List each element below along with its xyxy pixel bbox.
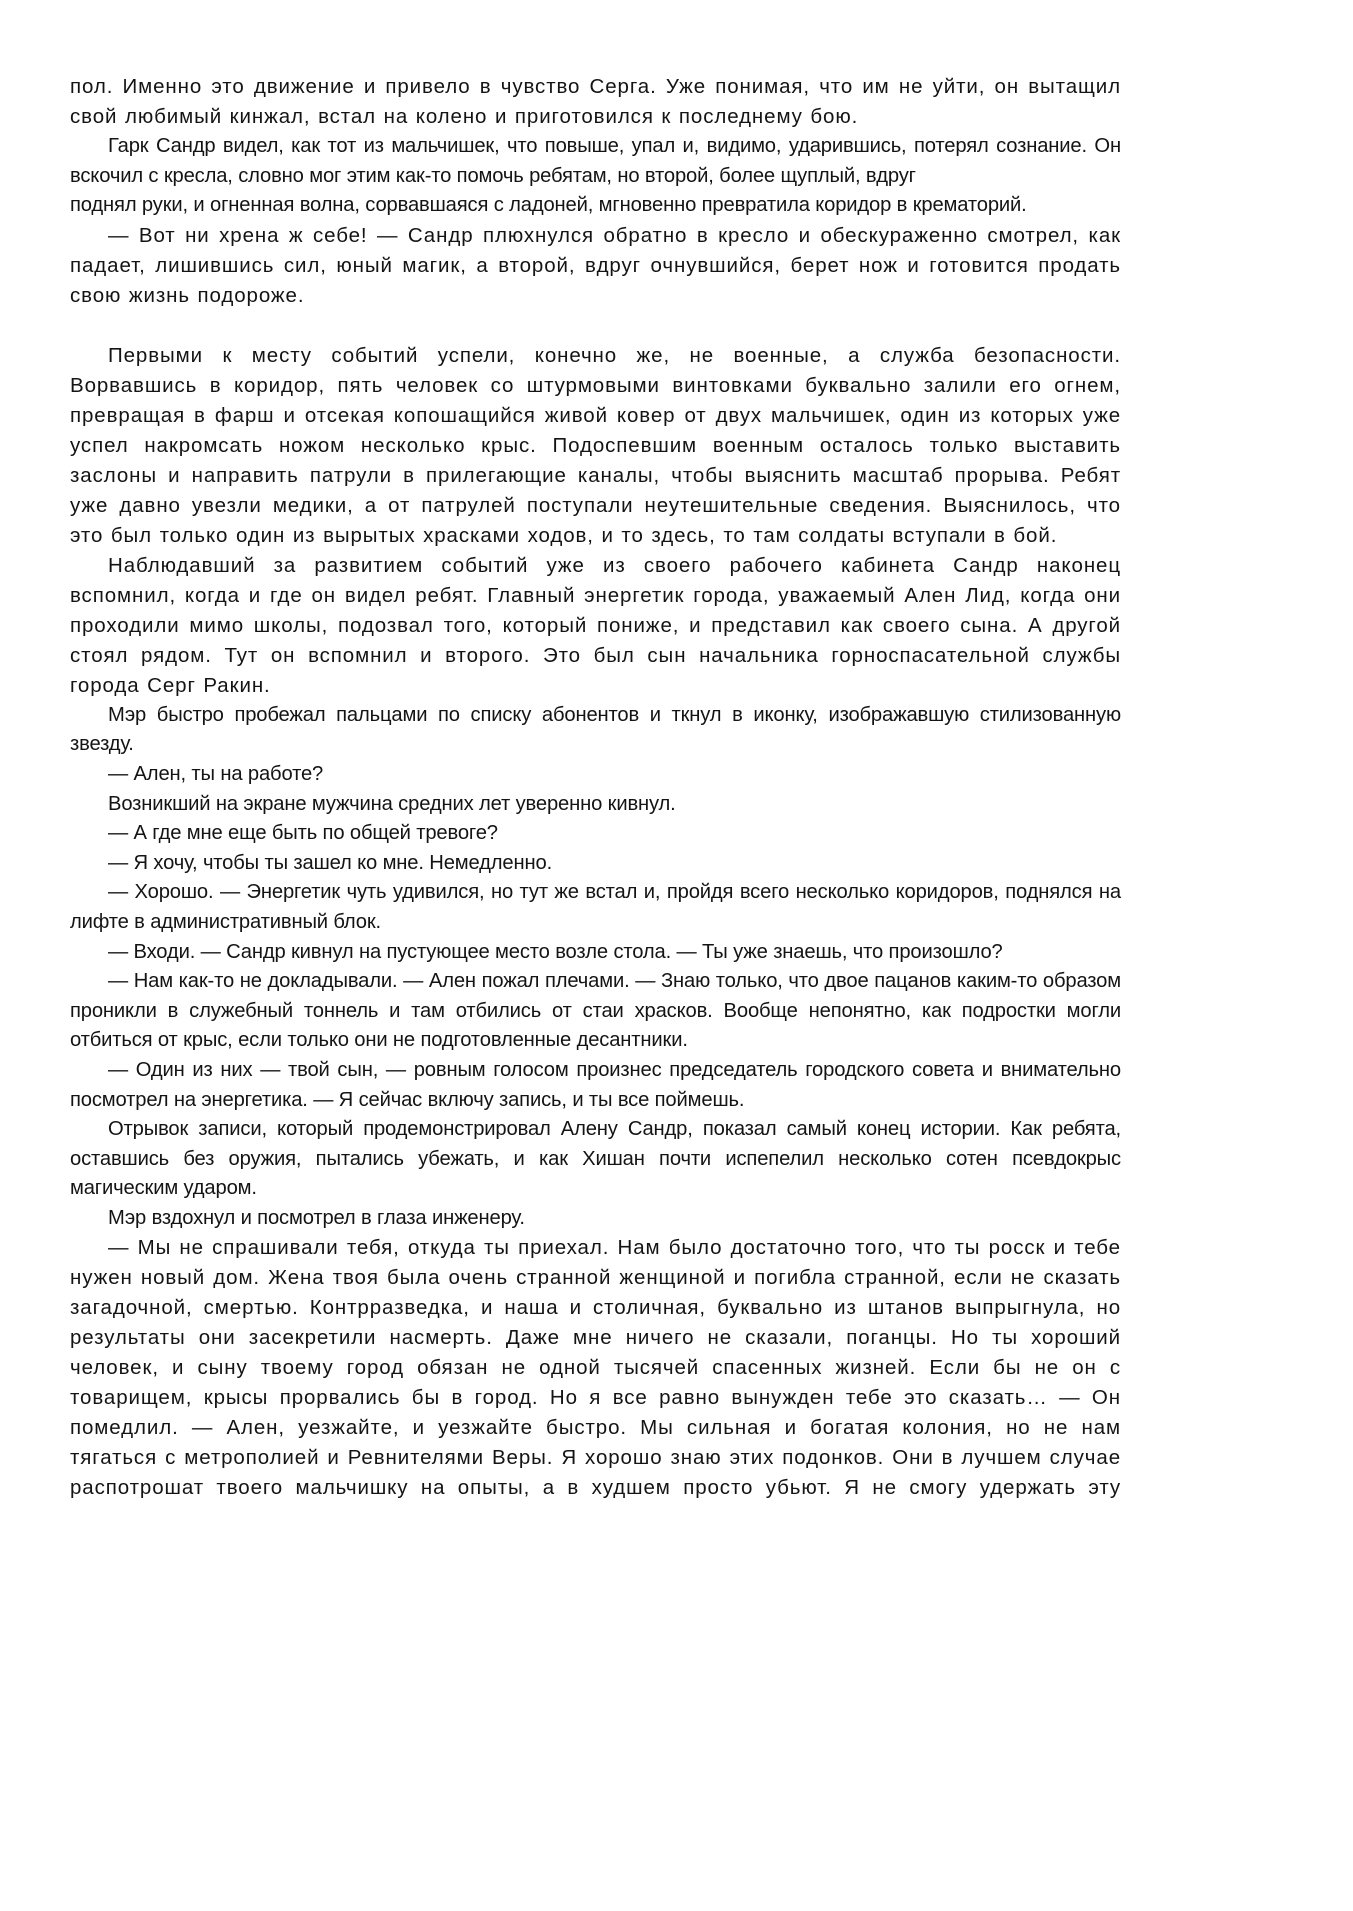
paragraph: Мэр вздохнул и посмотрел в глаза инженеру.: [108, 1206, 525, 1229]
paragraph: — Входи. — Сандр кивнул на пустующее место возле стола. — Ты уже знаешь, что произошло?: [108, 940, 1003, 963]
paragraph: Мэр быстро пробежал пальцами по списку абонентов и ткнул в иконку, изображавшую стилизованную звезду.: [70, 703, 1121, 756]
paragraph: — Я хочу, чтобы ты зашел ко мне. Немедленно.: [108, 851, 553, 874]
paragraph: Наблюдавший за развитием событий уже из своего рабочего кабинета Сандр наконец вспомнил, когда и где он видел ребят. Главный энергетик города, уважаемый Ален Лид, когда они проходили мимо школы, подозвал того, который пониже, и представил как своего сына. А другой стоял рядом. Тут он вспомнил и второго. Это был сын начальника горноспасательной службы города Серг Ракин.: [70, 553, 1121, 697]
paragraph: пол. Именно это движение и привело в чувство Серга. Уже понимая, что им не уйти, он вытащил свой любимый кинжал, встал на колено и приготовился к последнему бою.: [70, 75, 1121, 128]
paragraph: — Хорошо. — Энергетик чуть удивился, но тут же встал и, пройдя всего несколько коридоров, поднялся на лифте в административный блок.: [70, 881, 1121, 933]
paragraph: — Нам как-то не докладывали. — Ален пожал плечами. — Знаю только, что двое пацанов каким-то образом проникли в служебный тоннель и там отбились от стаи храсков. Вообще непонятно, как подростки могли отбиться от крыс, если только они не подготовленные десантники.: [70, 970, 1121, 1052]
book-page: [70, 72, 1121, 1503]
paragraph: Первыми к месту событий успели, конечно же, не военные, а служба безопасности. Ворвавшись в коридор, пять человек со штурмовыми винтовками буквально залили его огнем, превращая в фарш и отсекая копошащийся живой ковер от двух мальчишек, один из которых уже успел накромсать ножом несколько крыс. Подоспевшим военным осталось только выставить заслоны и направить патрули в прилегающие каналы, чтобы выяснить масштаб прорыва. Ребят уже давно увезли медики, а от патрулей поступали неутешительные сведения. Выяснилось, что это был только один из вырытых храсками ходов, и то здесь, то там солдаты вступали в бой.: [70, 343, 1121, 547]
paragraph: — А где мне еще быть по общей тревоге?: [108, 822, 498, 845]
paragraph: — Один из них — твой сын, — ровным голосом произнес председатель городского совета и внимательно посмотрел на энергетика. — Я сейчас включу запись, и ты все поймешь.: [70, 1058, 1121, 1111]
paragraph: Отрывок записи, который продемонстрировал Алену Сандр, показал самый конец истории. Как ребята, оставшись без оружия, пытались убежать, и как Хишан почти испепелил несколько сотен псевдокрыс магическим ударом.: [70, 1118, 1121, 1200]
paragraph: Возникший на экране мужчина средних лет уверенно кивнул.: [108, 792, 676, 815]
paragraph: — Мы не спрашивали тебя, откуда ты приехал. Нам было достаточно того, что ты росск и тебе нужен новый дом. Жена твоя была очень странной женщиной и погибла странной, если не сказать загадочной, смертью. Контрразведка, и наша и столичная, буквально из штанов выпрыгнула, но результаты они засекретили насмерть. Даже мне ничего не сказали, поганцы. Но ты хороший человек, и сыну твоему город обязан не одной тысячей спасенных жизней. Если бы не он с товарищем, крысы прорвались бы в город. Но я все равно вынужден тебе это сказать… — Он помедлил. — Ален, уезжайте, и уезжайте быстро. Мы сильная и богатая колония, но не нам тягаться с метрополией и Ревнителями Веры. Я хорошо знаю этих подонков. Они в лучшем случае распотрошат твоего мальчишку на опыты, а в худшем просто убьют. Я не смогу удержать эту: [70, 1236, 1121, 1500]
paragraph: — Ален, ты на работе?: [108, 762, 324, 785]
paragraph: поднял руки, и огненная волна, сорвавшаяся с ладоней, мгновенно превратила коридор в крематорий.: [70, 194, 1027, 217]
section-break: [70, 311, 1121, 341]
paragraph: Гарк Сандр видел, как тот из мальчишек, что повыше, упал и, видимо, ударившись, потерял сознание. Он вскочил с кресла, словно мог этим как-то помочь ребятам, но второй, более щуплый, вдруг: [70, 135, 1121, 187]
paragraph: — Вот ни хрена ж себе! — Сандр плюхнулся обратно в кресло и обескураженно смотрел, как падает, лишившись сил, юный магик, а второй, вдруг очнувшийся, берет нож и готовится продать свою жизнь подороже.: [70, 223, 1121, 307]
